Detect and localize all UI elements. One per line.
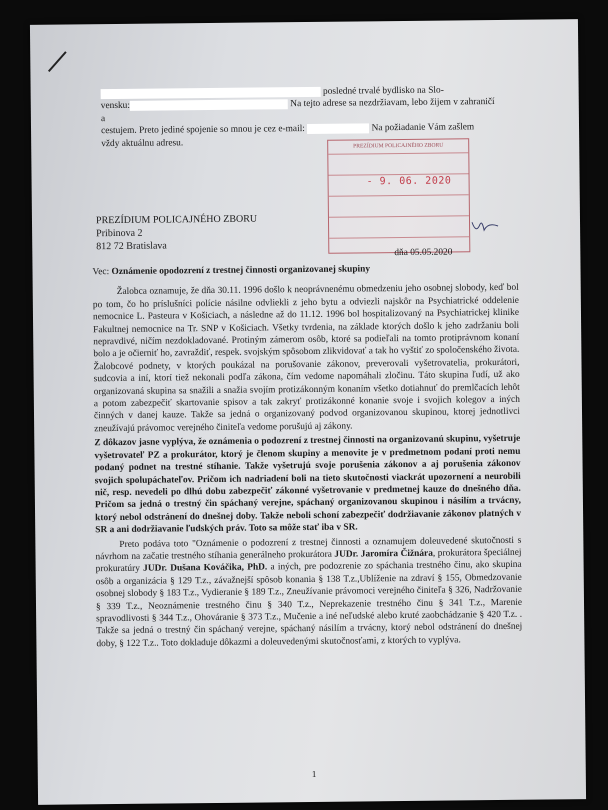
stamp-date: - 9. 06. 2020: [366, 175, 452, 188]
subject-prefix: Vec:: [92, 267, 110, 278]
paragraph-1: Žalobca oznamuje, že dňa 30.11. 1996 došlo k neoprávnenému obmedzeniu jeho osobnej slobody, keď bol po tom, čo ho príslušníci polície násilne odvliekli z jeho bytu a odviezli najskôr na Psychiatrické oddelenie nemocnice L. Pasteura v Košiciach, a následne až do 11.12. 1996 bol hospitalizovaný na Psychiatrickej klinike Fakultnej nemocnice na Tr. SNP v Košiciach. Všetky tvrdenia, na základe ktorých došlo k jeho zadržaniu boli nepravdivé, ničím nezdokladované. Protiným zámerom osôb, ktoré sa podieľali na tomto protiprávnom konaní bolo a je očierniť ho, zavraždiť, respek. svojským spôsobom zlikvidovať a tak ho vyštiť zo spoločenského života. Žalobcové podnety, v ktorých poukázal na porušovanie zákonov, preverovali vyšetrovatelia, prokurátori, sudcovia a iní, ktorí tiež nekonali podľa zákona, čím vedome napomáhali zločinu. Táto skupina ľudí, už ako organizovaná skupina sa snažili a snažia svojím protizákonným konaním všetko dotiahnuť do premlčacích lehôt a potom zabezpečiť skartovanie spisov a tak zakryť protizákonné konanie svoje i svojich kolegov a iných činných v danej kauze. Takže sa jedná o organizovaný podvod organizovanou skupinou, ktorej jednotlivci zneužívajú právomoc verejného činiteľa vedome porušujú aj zákony.: [92, 283, 521, 435]
subject-line: [92, 262, 518, 279]
registry-stamp: [327, 138, 470, 253]
address-line-4: vždy aktuálnu adresu.: [101, 137, 184, 149]
subject-title: Oznámenie opodozrení z trestnej činnosti organizovanej skupiny: [111, 264, 371, 278]
paragraph-3-text: a iných, pre podozrenie zo spáchania trestného činu, ako skupina osôb a organizácia § 129 T.z., závažnejší spôsob konania § 138 T.z.,Ublíženie na zdraví § 155, Obmedzovanie osobnej slobody § 183 T.z., Vydieranie § 189 T.z., Zneužívanie právomoci verejného činiteľa § 326, Nadržovanie § 339 T.z., Neoznámenie trestného činu § 340 T.z., Neprekazenie trestného činu § 341 T.z., Marenie spravodlivosti § 344 T.z., Ohováranie § 373 T.z., Mučenie a iné neľudské alebo kruté zaobchádzanie § 420 T.z. . Takže sa jedná o trestný čin spáchaný verejne, spáchaný násilím a trvácny, ktorý nebol odstránení do dnešnej doby, § 122 T.z.. Toto dokladuje dôkazmi a doleuvedenými skutočnosťami, z ktorých to vyplýva.: [95, 560, 523, 650]
recipient-city: 812 72 Bratislava: [96, 240, 167, 253]
address-text: Na tejto adrese sa nezdržiavam, lebo žijem v zahraničí a: [100, 97, 495, 124]
letter-body: [92, 262, 522, 653]
pen-mark: [48, 51, 67, 72]
paragraph-3-text: , prokurátora špeciálnej prokuratúry: [95, 547, 522, 575]
recipient-name: PREZÍDIUM POLICAJNÉHO ZBORU: [95, 213, 258, 227]
page-number: 1: [311, 768, 317, 779]
paragraph-2: Z dôkazov jasne vyplýva, že oznámenia o podozrení z trestnej činnosti na organizovanú skupinu, vyšetruje vyšetrovateľ PZ a prokurátor, ktorý je členom skupiny a menovite je v predmetnom podaní proti nemu podaný podnet na trestné stíhanie. Takže vyšetrujú svoje porušenia zákonov a aj porušenia zákonov svojich spolupáchateľov. Pričom ich nadriadení boli na tieto skutočnosti viackrát upozornení a neurobili nič, resp. nevedeli po dlhú dobu zabezpečiť zákonné vyšetrovanie v predmetnej kauze do dnešného dňa. Pričom sa jedná o trestný čin spáchaný verejne, spáchaný organizovanou skupinou i násilím a trvácny, ktorý nebol odstránení do dnešnej doby. Takže neboli schoní zabezpečiť dodržiavanie zákonov platných v SR a ani dodržiavanie ľudských práv. Toto sa môže stať iba v SR.: [94, 434, 522, 536]
address-text: posledné trvalé bydlisko na Slo-: [322, 85, 444, 97]
address-text: cestujem. Preto jediné spojenie so mnou je cez e-mail:: [100, 124, 305, 137]
address-text: Na požiadanie Vám zašlem: [371, 122, 475, 134]
paragraph-3-text: Preto podáva toto "Oznámenie o podozrení z trestnej činnosti a oznamujem doleuvedené skutočnosti s návrhom na začatie trestného stíhania generálneho prokurátora: [95, 535, 522, 563]
recipient-street: Pribinova 2: [96, 227, 143, 240]
paragraph-3: [95, 534, 522, 650]
stamp-row: [328, 153, 468, 175]
address-text: vensku:: [100, 101, 131, 112]
stamp-row: [329, 195, 469, 217]
redaction-bar: [101, 87, 321, 99]
redaction-bar: [307, 123, 369, 134]
redaction-bar: [130, 99, 288, 111]
stamp-date-row: [329, 174, 469, 196]
document-page: [30, 19, 586, 805]
document-date: dňa 05.05.2020: [394, 247, 453, 259]
signature-scribble: [470, 216, 500, 236]
accused-name-2: JUDr. Dušana Kováčika, PhD.: [143, 562, 268, 575]
accused-name-1: JUDr. Jaromíra Čižnára: [334, 548, 433, 560]
recipient-block: [96, 213, 258, 254]
stamp-row: [329, 216, 469, 238]
stamp-header: PREZÍDIUM POLICAJNÉHO ZBORU: [328, 139, 468, 154]
